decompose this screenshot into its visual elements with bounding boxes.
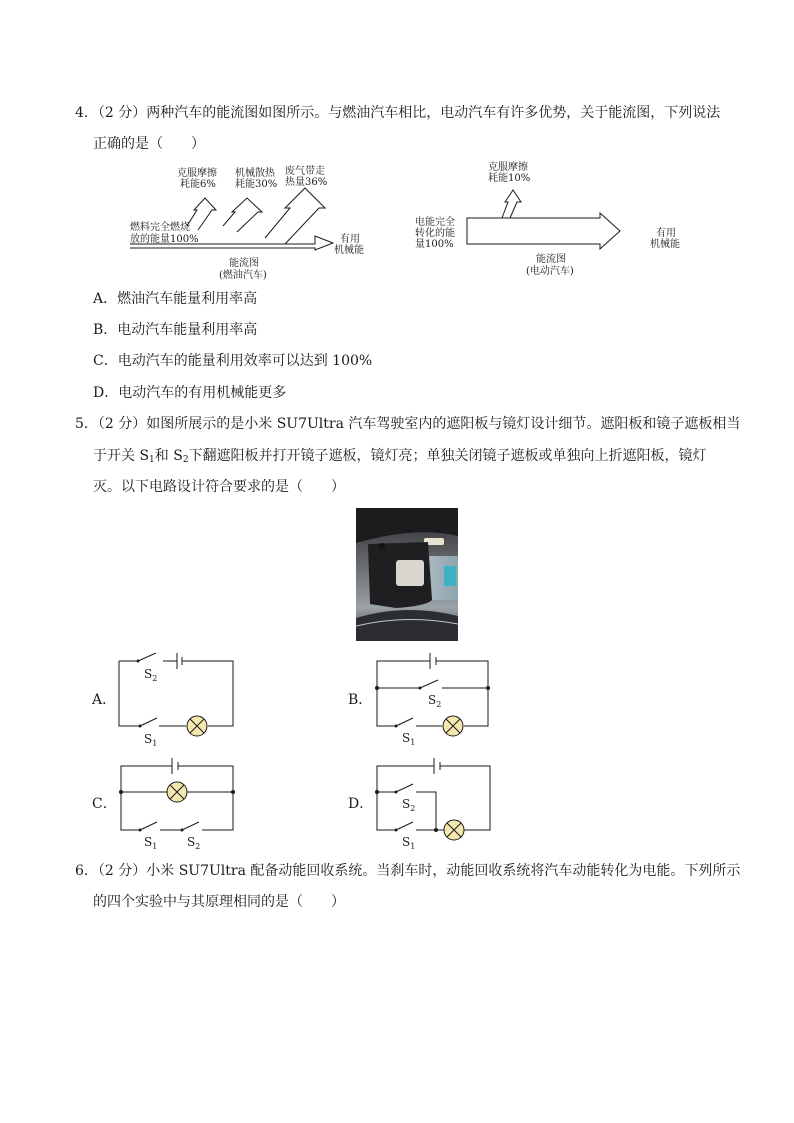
fuel-car-energy-flow-diagram [125,160,375,285]
circuit-c-label[interactable]: C． [92,796,117,812]
fuel-heat-arrow [223,198,262,232]
ev-output-arrow [467,213,620,249]
circuit-d-s1: $S_1$ [402,835,416,851]
circuit-d[interactable] [368,755,498,855]
q4-option-a[interactable]: A．燃油汽车能量利用率高 [93,291,258,307]
fuel-label-friction-2: 耗能6% [180,179,216,190]
q5-sub-1: 1 [149,455,155,465]
circuit-d-s2: $S_2$ [402,797,416,813]
circuit-d-label[interactable]: D． [348,796,374,812]
ev-caption-2: (电动汽车) [526,266,574,277]
circuit-a-s1: $S_1$ [144,732,158,748]
q5-text-a: 于开关 S [93,448,150,464]
q4-option-b[interactable]: B．电动汽车能量利用率高 [93,322,258,338]
ev-label-friction-1: 克服摩擦 [488,162,528,173]
ev-label-friction-2: 耗能10% [488,173,531,184]
q5-stem-line3: 灭。以下电路设计符合要求的是（ ） [93,479,345,495]
fuel-caption-1: 能流图 [229,258,259,269]
fuel-label-friction-1: 克服摩擦 [177,168,217,179]
q4-stem-line1: 4．（2 分）两种汽车的能流图如图所示。与燃油汽车相比，电动汽车有许多优势，关于能流图，下列说法 [75,105,721,121]
circuit-b-s1: $S_1$ [402,731,416,747]
fuel-label-exhaust-1: 废气带走 [285,166,325,177]
q6-stem-line2: 的四个实验中与其原理相同的是（ ） [93,894,345,910]
q4-option-d[interactable]: D．电动汽车的有用机械能更多 [93,385,287,401]
q4-stem-line2: 正确的是（ ） [93,136,205,152]
circuit-c[interactable] [112,755,242,855]
circuit-b-label[interactable]: B． [348,692,373,708]
q6-stem-line1: 6．（2 分）小米 SU7Ultra 配备动能回收系统。当刹车时，动能回收系统将汽车动能转化为电能。下列所示 [75,863,741,879]
fuel-label-output-1: 有用 [340,234,360,245]
fuel-label-heat-2: 耗能30% [235,179,278,190]
fuel-exhaust-arrow [265,188,325,244]
circuit-b[interactable] [368,650,498,750]
q5-text-c: 下翻遮阳板并打开镜子遮板，镜灯亮；单独关闭镜子遮板或单独向上折遮阳板，镜灯 [188,448,707,464]
q5-sub-2: 2 [182,455,189,465]
fuel-friction-arrow [187,198,216,230]
ev-caption-1: 能流图 [536,254,566,265]
q5-text-b: 和 S [154,448,183,464]
circuit-c-s1: $S_1$ [144,835,158,851]
circuit-a-s2: $S_2$ [144,667,158,683]
ev-label-input-3: 量100% [415,239,454,250]
fuel-label-input-1: 燃料完全燃烧 [130,222,190,233]
ev-label-output-2: 机械能 [650,239,680,250]
ev-label-input-1: 电能完全 [415,217,455,228]
fuel-caption-2: (燃油汽车) [219,270,267,281]
circuit-b-s2: $S_2$ [428,693,442,709]
q5-stem-line2 [93,447,707,469]
circuit-a-label[interactable]: A． [92,692,117,708]
ev-friction-arrow [502,190,521,218]
fuel-label-exhaust-2: 热量36% [285,177,328,188]
sun-visor-photo [356,508,458,641]
fuel-label-input-2: 放的能量100% [130,234,199,245]
ev-label-input-2: 转化的能 [415,228,455,239]
fuel-label-output-2: 机械能 [334,245,364,256]
q4-option-c[interactable]: C．电动汽车的能量利用效率可以达到 100% [93,353,373,369]
fuel-label-heat-1: 机械散热 [235,168,275,179]
circuit-c-s2: $S_2$ [187,835,201,851]
ev-label-output-1: 有用 [656,228,676,239]
q5-stem-line1: 5．（2 分）如图所展示的是小米 SU7Ultra 汽车驾驶室内的遮阳板与镜灯设计细节。遮阳板和镜子遮板相当 [75,416,741,432]
ev-energy-flow-diagram [410,158,690,283]
circuit-a[interactable] [110,650,245,750]
